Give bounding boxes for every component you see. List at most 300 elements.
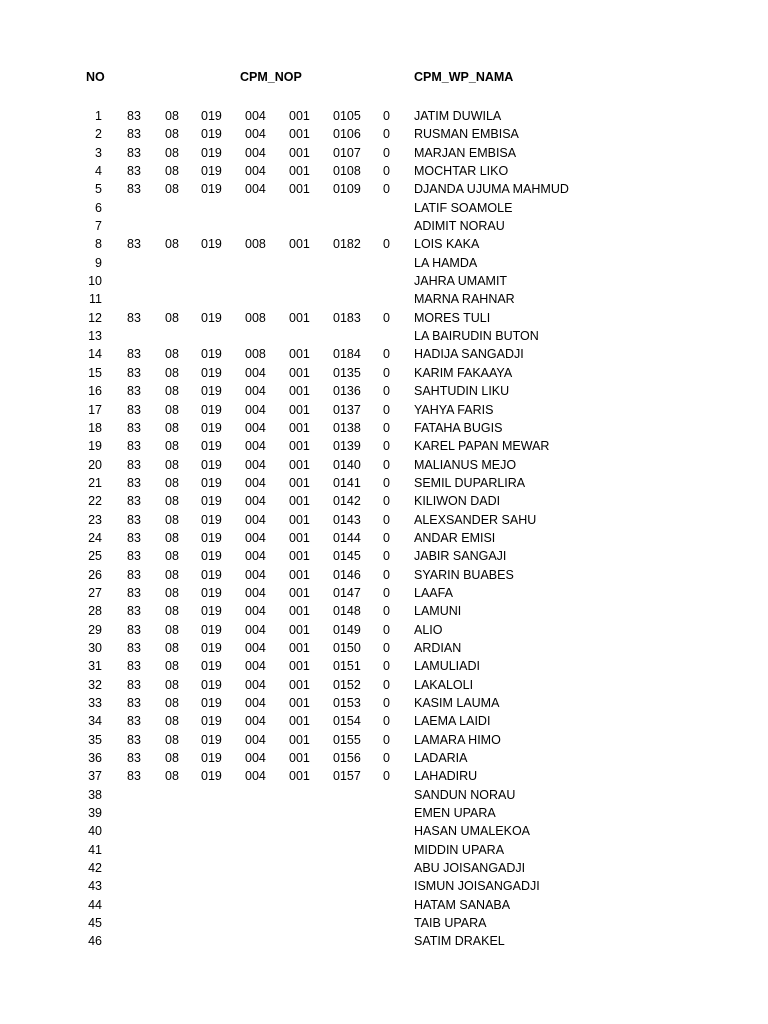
taxpayer-name: LOIS KAKA — [414, 237, 480, 252]
nop-kec: 019 — [201, 475, 222, 490]
nop-blok: 001 — [289, 439, 310, 454]
taxpayer-name: KARIM FAKAAYA — [414, 365, 513, 380]
nop-prov: 83 — [127, 622, 141, 637]
nop-kel: 004 — [245, 420, 266, 435]
table-row — [0, 437, 768, 455]
nop-prov: 83 — [127, 585, 141, 600]
nop-kab: 08 — [165, 457, 179, 472]
nop-kec: 019 — [201, 585, 222, 600]
nop-blok: 001 — [289, 677, 310, 692]
nop-prov: 83 — [127, 567, 141, 582]
nop-jenis: 0 — [383, 769, 390, 784]
taxpayer-name: JAHRA UMAMIT — [414, 274, 508, 289]
nop-kec: 019 — [201, 604, 222, 619]
nop-urut: 0157 — [333, 769, 361, 784]
nop-blok: 001 — [289, 310, 310, 325]
row-number: 6 — [95, 200, 102, 215]
taxpayer-name: LA HAMDA — [414, 255, 478, 270]
nop-kel: 004 — [245, 402, 266, 417]
nop-blok: 001 — [289, 365, 310, 380]
nop-blok: 001 — [289, 751, 310, 766]
nop-jenis: 0 — [383, 567, 390, 582]
nop-kec: 019 — [201, 439, 222, 454]
taxpayer-name: FATAHA BUGIS — [414, 420, 503, 435]
row-number: 42 — [88, 861, 102, 876]
nop-kel: 004 — [245, 475, 266, 490]
nop-kel: 004 — [245, 457, 266, 472]
row-number: 26 — [88, 567, 102, 582]
nop-kec: 019 — [201, 164, 222, 179]
nop-kab: 08 — [165, 494, 179, 509]
nop-prov: 83 — [127, 769, 141, 784]
nop-blok: 001 — [289, 164, 310, 179]
nop-blok: 001 — [289, 659, 310, 674]
taxpayer-name: HASAN UMALEKOA — [414, 824, 531, 839]
taxpayer-name: EMEN UPARA — [414, 806, 496, 821]
row-number: 46 — [88, 934, 102, 949]
nop-kel: 004 — [245, 182, 266, 197]
nop-prov: 83 — [127, 640, 141, 655]
table-row — [0, 547, 768, 565]
row-number: 35 — [88, 732, 102, 747]
nop-blok: 001 — [289, 402, 310, 417]
nop-urut: 0145 — [333, 549, 361, 564]
nop-kab: 08 — [165, 182, 179, 197]
taxpayer-name: KILIWON DADI — [414, 494, 501, 509]
taxpayer-name: LAMULIADI — [414, 659, 480, 674]
taxpayer-name: DJANDA UJUMA MAHMUD — [414, 182, 569, 197]
table-row — [0, 914, 768, 932]
nop-kel: 004 — [245, 696, 266, 710]
nop-kec: 019 — [201, 402, 222, 417]
nop-urut: 0144 — [333, 530, 361, 545]
nop-blok: 001 — [289, 420, 310, 435]
row-number: 37 — [88, 769, 102, 784]
table-row — [0, 639, 768, 657]
nop-kel: 004 — [245, 659, 266, 674]
nop-jenis: 0 — [383, 109, 390, 123]
nop-kel: 004 — [245, 439, 266, 454]
table-row — [0, 327, 768, 345]
row-number: 17 — [88, 402, 102, 417]
nop-urut: 0182 — [333, 237, 361, 252]
taxpayer-name: ADIMIT NORAU — [414, 219, 505, 234]
table-row — [0, 731, 768, 749]
row-number: 33 — [88, 696, 102, 710]
table-row — [0, 199, 768, 217]
nop-urut: 0184 — [333, 347, 361, 362]
nop-prov: 83 — [127, 457, 141, 472]
nop-kec: 019 — [201, 549, 222, 564]
table-row — [0, 584, 768, 602]
taxpayer-name: SATIM DRAKEL — [414, 934, 505, 949]
nop-urut: 0140 — [333, 457, 361, 472]
nop-jenis: 0 — [383, 310, 390, 325]
taxpayer-name: ANDAR EMISI — [414, 530, 496, 545]
table-row — [0, 345, 768, 363]
nop-kec: 019 — [201, 640, 222, 655]
row-number: 14 — [88, 347, 102, 362]
row-number: 24 — [88, 530, 102, 545]
nop-blok: 001 — [289, 585, 310, 600]
row-number: 7 — [95, 219, 102, 234]
row-number: 31 — [88, 659, 102, 674]
nop-blok: 001 — [289, 567, 310, 582]
taxpayer-name: LA BAIRUDIN BUTON — [414, 329, 539, 344]
nop-jenis: 0 — [383, 640, 390, 655]
row-number: 15 — [88, 365, 102, 380]
table-row — [0, 602, 768, 620]
table-row — [0, 456, 768, 474]
table-row — [0, 529, 768, 547]
nop-jenis: 0 — [383, 475, 390, 490]
nop-kab: 08 — [165, 475, 179, 490]
row-number: 10 — [88, 274, 102, 289]
nop-kec: 019 — [201, 769, 222, 784]
nop-kab: 08 — [165, 439, 179, 454]
nop-jenis: 0 — [383, 164, 390, 179]
taxpayer-name: ABU JOISANGADJI — [414, 861, 526, 876]
nop-urut: 0136 — [333, 384, 361, 399]
row-number: 22 — [88, 494, 102, 509]
table-row — [0, 859, 768, 877]
row-number: 25 — [88, 549, 102, 564]
nop-kel: 004 — [245, 109, 266, 123]
row-number: 1 — [95, 109, 102, 123]
nop-prov: 83 — [127, 714, 141, 729]
nop-prov: 83 — [127, 732, 141, 747]
taxpayer-name: MALIANUS MEJO — [414, 457, 517, 472]
row-number: 30 — [88, 640, 102, 655]
taxpayer-name: KAREL PAPAN MEWAR — [414, 439, 550, 454]
nop-kab: 08 — [165, 732, 179, 747]
table-row — [0, 217, 768, 235]
nop-jenis: 0 — [383, 439, 390, 454]
nop-jenis: 0 — [383, 659, 390, 674]
nop-jenis: 0 — [383, 696, 390, 710]
nop-blok: 001 — [289, 475, 310, 490]
nop-jenis: 0 — [383, 237, 390, 252]
nop-kab: 08 — [165, 420, 179, 435]
table-row — [0, 694, 768, 712]
table-row — [0, 401, 768, 419]
taxpayer-name: LAHADIRU — [414, 769, 478, 784]
row-number: 41 — [88, 842, 102, 857]
nop-kec: 019 — [201, 714, 222, 729]
nop-prov: 83 — [127, 420, 141, 435]
table-row — [0, 786, 768, 804]
nop-kel: 004 — [245, 567, 266, 582]
taxpayer-name: RUSMAN EMBISA — [414, 127, 519, 142]
header-no: NO — [86, 70, 105, 84]
nop-urut: 0152 — [333, 677, 361, 692]
nop-kel: 004 — [245, 714, 266, 729]
table-row — [0, 492, 768, 510]
nop-urut: 0138 — [333, 420, 361, 435]
nop-jenis: 0 — [383, 732, 390, 747]
nop-urut: 0137 — [333, 402, 361, 417]
nop-kab: 08 — [165, 585, 179, 600]
table-row — [0, 767, 768, 785]
table-row — [0, 822, 768, 840]
row-number: 36 — [88, 751, 102, 766]
nop-kab: 08 — [165, 237, 179, 252]
nop-kel: 004 — [245, 145, 266, 160]
table-row — [0, 364, 768, 382]
row-number: 43 — [88, 879, 102, 894]
row-number: 13 — [88, 329, 102, 344]
nop-jenis: 0 — [383, 530, 390, 545]
table-row — [0, 474, 768, 492]
nop-kel: 004 — [245, 512, 266, 527]
nop-jenis: 0 — [383, 714, 390, 729]
nop-kec: 019 — [201, 127, 222, 142]
row-number: 28 — [88, 604, 102, 619]
nop-kel: 004 — [245, 494, 266, 509]
nop-jenis: 0 — [383, 549, 390, 564]
nop-kec: 019 — [201, 384, 222, 399]
nop-kab: 08 — [165, 530, 179, 545]
taxpayer-name: ALIO — [414, 622, 443, 637]
nop-urut: 0142 — [333, 494, 361, 509]
taxpayer-name: HATAM SANABA — [414, 897, 511, 912]
nop-prov: 83 — [127, 347, 141, 362]
nop-prov: 83 — [127, 310, 141, 325]
taxpayer-name: MARJAN EMBISA — [414, 145, 517, 160]
nop-blok: 001 — [289, 714, 310, 729]
nop-prov: 83 — [127, 127, 141, 142]
nop-urut: 0149 — [333, 622, 361, 637]
table-row — [0, 309, 768, 327]
table-row — [0, 621, 768, 639]
nop-prov: 83 — [127, 237, 141, 252]
nop-blok: 001 — [289, 769, 310, 784]
nop-kec: 019 — [201, 751, 222, 766]
taxpayer-name: TAIB UPARA — [414, 916, 487, 931]
taxpayer-name: SYARIN BUABES — [414, 567, 514, 582]
nop-prov: 83 — [127, 384, 141, 399]
taxpayer-name: JABIR SANGAJI — [414, 549, 507, 564]
nop-kab: 08 — [165, 714, 179, 729]
nop-jenis: 0 — [383, 182, 390, 197]
nop-urut: 0156 — [333, 751, 361, 766]
taxpayer-name: LADARIA — [414, 751, 468, 766]
nop-kec: 019 — [201, 109, 222, 123]
table-row — [0, 841, 768, 859]
row-number: 21 — [88, 475, 102, 490]
nop-jenis: 0 — [383, 402, 390, 417]
nop-jenis: 0 — [383, 585, 390, 600]
nop-jenis: 0 — [383, 494, 390, 509]
nop-jenis: 0 — [383, 365, 390, 380]
table-row — [0, 712, 768, 730]
table-row — [0, 382, 768, 400]
nop-kab: 08 — [165, 310, 179, 325]
nop-kab: 08 — [165, 402, 179, 417]
nop-kab: 08 — [165, 127, 179, 142]
table-row — [0, 180, 768, 198]
nop-kab: 08 — [165, 145, 179, 160]
nop-kel: 004 — [245, 549, 266, 564]
nop-urut: 0154 — [333, 714, 361, 729]
nop-kel: 008 — [245, 347, 266, 362]
nop-prov: 83 — [127, 512, 141, 527]
nop-blok: 001 — [289, 457, 310, 472]
nop-blok: 001 — [289, 384, 310, 399]
nop-prov: 83 — [127, 494, 141, 509]
nop-kab: 08 — [165, 109, 179, 123]
nop-prov: 83 — [127, 145, 141, 160]
nop-urut: 0151 — [333, 659, 361, 674]
nop-blok: 001 — [289, 182, 310, 197]
nop-kel: 004 — [245, 622, 266, 637]
taxpayer-name: KASIM LAUMA — [414, 696, 500, 710]
taxpayer-name: LATIF SOAMOLE — [414, 200, 513, 215]
row-number: 45 — [88, 916, 102, 931]
row-number: 16 — [88, 384, 102, 399]
row-number: 5 — [95, 182, 102, 197]
table-row — [0, 896, 768, 914]
nop-prov: 83 — [127, 677, 141, 692]
taxpayer-name: LAEMA LAIDI — [414, 714, 491, 729]
nop-kel: 004 — [245, 384, 266, 399]
table-row — [0, 877, 768, 895]
taxpayer-name: MIDDIN UPARA — [414, 842, 505, 857]
nop-kel: 004 — [245, 677, 266, 692]
nop-prov: 83 — [127, 402, 141, 417]
nop-blok: 001 — [289, 237, 310, 252]
nop-kel: 004 — [245, 127, 266, 142]
row-number: 40 — [88, 824, 102, 839]
nop-kab: 08 — [165, 164, 179, 179]
row-number: 27 — [88, 585, 102, 600]
nop-prov: 83 — [127, 475, 141, 490]
nop-prov: 83 — [127, 439, 141, 454]
nop-blok: 001 — [289, 622, 310, 637]
nop-prov: 83 — [127, 751, 141, 766]
nop-kec: 019 — [201, 567, 222, 582]
nop-kab: 08 — [165, 696, 179, 710]
nop-kec: 019 — [201, 237, 222, 252]
row-number: 38 — [88, 787, 102, 802]
taxpayer-name: LAMARA HIMO — [414, 732, 501, 747]
table-row — [0, 290, 768, 308]
row-number: 20 — [88, 457, 102, 472]
nop-urut: 0146 — [333, 567, 361, 582]
nop-prov: 83 — [127, 109, 141, 123]
taxpayer-name: MARNA RAHNAR — [414, 292, 515, 307]
nop-jenis: 0 — [383, 384, 390, 399]
nop-urut: 0183 — [333, 310, 361, 325]
nop-blok: 001 — [289, 347, 310, 362]
taxpayer-name: SANDUN NORAU — [414, 787, 516, 802]
nop-jenis: 0 — [383, 512, 390, 527]
table-row — [0, 749, 768, 767]
nop-blok: 001 — [289, 512, 310, 527]
nop-jenis: 0 — [383, 751, 390, 766]
taxpayer-name: YAHYA FARIS — [414, 402, 494, 417]
nop-kel: 004 — [245, 585, 266, 600]
row-number: 11 — [89, 292, 102, 307]
nop-urut: 0135 — [333, 365, 361, 380]
nop-kec: 019 — [201, 420, 222, 435]
table-row — [0, 272, 768, 290]
nop-kec: 019 — [201, 530, 222, 545]
table-row — [0, 254, 768, 272]
nop-urut: 0150 — [333, 640, 361, 655]
nop-kec: 019 — [201, 145, 222, 160]
nop-blok: 001 — [289, 696, 310, 710]
nop-prov: 83 — [127, 604, 141, 619]
nop-kel: 004 — [245, 604, 266, 619]
nop-kel: 008 — [245, 237, 266, 252]
nop-urut: 0141 — [333, 475, 361, 490]
nop-kec: 019 — [201, 182, 222, 197]
nop-kec: 019 — [201, 365, 222, 380]
nop-kab: 08 — [165, 677, 179, 692]
nop-urut: 0108 — [333, 164, 361, 179]
nop-prov: 83 — [127, 182, 141, 197]
table-row — [0, 804, 768, 822]
taxpayer-name: ISMUN JOISANGADJI — [414, 879, 540, 894]
row-number: 8 — [95, 237, 102, 252]
nop-kec: 019 — [201, 732, 222, 747]
nop-kab: 08 — [165, 549, 179, 564]
nop-kab: 08 — [165, 751, 179, 766]
nop-jenis: 0 — [383, 457, 390, 472]
nop-jenis: 0 — [383, 604, 390, 619]
table-body — [0, 107, 768, 951]
table-row — [0, 419, 768, 437]
table-row — [0, 162, 768, 180]
row-number: 3 — [95, 145, 102, 160]
taxpayer-name: JATIM DUWILA — [414, 109, 502, 123]
nop-kec: 019 — [201, 347, 222, 362]
taxpayer-name: HADIJA SANGADJI — [414, 347, 524, 362]
nop-prov: 83 — [127, 530, 141, 545]
nop-kab: 08 — [165, 347, 179, 362]
taxpayer-name: LAMUNI — [414, 604, 462, 619]
nop-jenis: 0 — [383, 420, 390, 435]
nop-blok: 001 — [289, 530, 310, 545]
row-number: 9 — [95, 255, 102, 270]
nop-prov: 83 — [127, 549, 141, 564]
nop-urut: 0139 — [333, 439, 361, 454]
nop-kec: 019 — [201, 696, 222, 710]
nop-jenis: 0 — [383, 347, 390, 362]
row-number: 23 — [88, 512, 102, 527]
nop-blok: 001 — [289, 145, 310, 160]
nop-kab: 08 — [165, 640, 179, 655]
nop-kab: 08 — [165, 659, 179, 674]
nop-urut: 0148 — [333, 604, 361, 619]
nop-blok: 001 — [289, 604, 310, 619]
nop-kec: 019 — [201, 494, 222, 509]
nop-kec: 019 — [201, 457, 222, 472]
taxpayer-name: LAKALOLI — [414, 677, 474, 692]
nop-jenis: 0 — [383, 622, 390, 637]
nop-blok: 001 — [289, 640, 310, 655]
nop-jenis: 0 — [383, 127, 390, 142]
nop-urut: 0109 — [333, 182, 361, 197]
nop-prov: 83 — [127, 696, 141, 710]
taxpayer-name: SEMIL DUPARLIRA — [414, 475, 526, 490]
taxpayer-name: MORES TULI — [414, 310, 491, 325]
nop-urut: 0147 — [333, 585, 361, 600]
header-cpm-nop: CPM_NOP — [240, 70, 302, 84]
table-row — [0, 657, 768, 675]
nop-urut: 0143 — [333, 512, 361, 527]
